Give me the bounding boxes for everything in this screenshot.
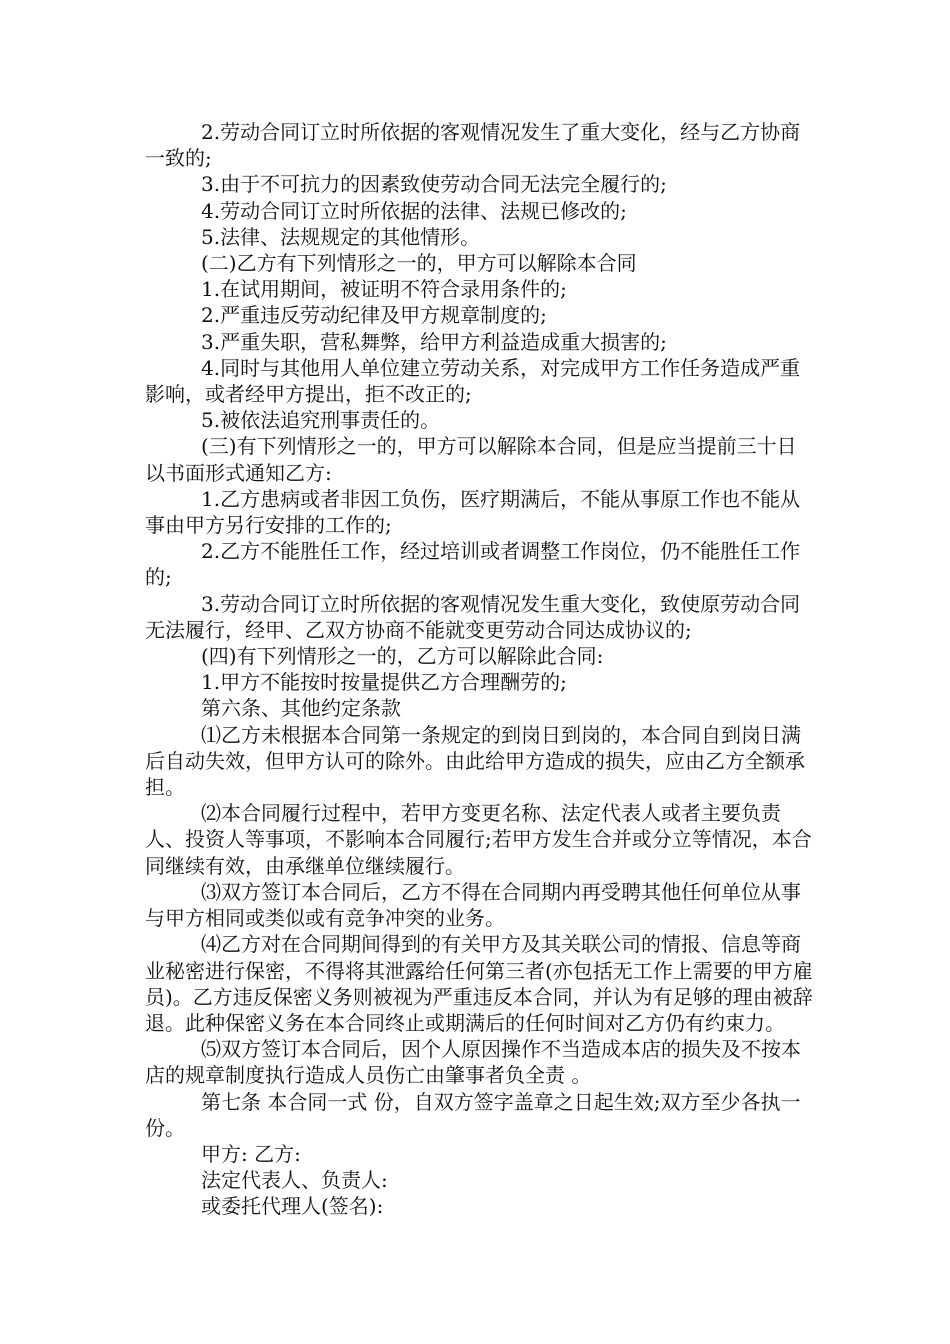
signature-agent: 或委托代理人(签名):: [201, 1194, 384, 1219]
article-7: 第七条 本合同一式 份，自双方签字盖章之日起生效;双方至少各执一份。: [145, 1089, 801, 1140]
section-2-item-3: 3.严重失职，营私舞弊，给甲方利益造成重大损害的;: [201, 329, 667, 354]
section-3-item-3: 3.劳动合同订立时所依据的客观情况发生重大变化，致使原劳动合同无法履行，经甲、乙双方协商不能就变更劳动合同达成协议的;: [145, 591, 801, 642]
section-2-item-5: 5.被依法追究刑事责任的。: [201, 408, 441, 433]
section-2-heading: (二)乙方有下列情形之一的，甲方可以解除本合同: [201, 251, 637, 276]
section-2-item-2: 2.严重违反劳动纪律及甲方规章制度的;: [201, 303, 547, 328]
clause-2-objective-change: 2.劳动合同订立时所依据的客观情况发生了重大变化，经与乙方协商一致的;: [145, 120, 801, 171]
section-4-item-1: 1.甲方不能按时按量提供乙方合理酬劳的;: [201, 670, 567, 695]
signature-legal-representative: 法定代表人、负责人:: [201, 1168, 388, 1193]
article-6-term-4: ⑷乙方对在合同期间得到的有关甲方及其关联公司的情报、信息等商业秘密进行保密，不得将其泄露给任何第三者(亦包括无工作上需要的甲方雇员)。乙方违反保密义务则被视为严重违反本合同，并认为有足够的理由被辞退。此种保密义务在本合同终止或期满后的任何时间对乙方仍有约束力。: [145, 932, 813, 1035]
article-6-term-3: ⑶双方签订本合同后，乙方不得在合同期内再受聘其他任何单位从事与甲方相同或类似或有竞争冲突的业务。: [145, 879, 801, 931]
section-3-item-1: 1.乙方患病或者非因工负伤，医疗期满后，不能从事原工作也不能从事由甲方另行安排的工作的;: [145, 486, 801, 538]
article-6-heading: 第六条、其他约定条款: [201, 696, 401, 721]
article-6-term-1: ⑴乙方未根据本合同第一条规定的到岗日到岗的，本合同自到岗日满后自动失效，但甲方认可的除外。由此给甲方造成的损失，应由乙方全额承担。: [145, 722, 805, 800]
section-2-item-4: 4.同时与其他用人单位建立劳动关系，对完成甲方工作任务造成严重影响，或者经甲方提出，拒不改正的;: [145, 355, 801, 407]
article-6-term-5: ⑸双方签订本合同后，因个人原因操作不当造成本店的损失及不按本店的规章制度执行造成人员伤亡由肇事者负全责 。: [145, 1037, 801, 1088]
section-4-heading: (四)有下列情形之一的，乙方可以解除此合同:: [201, 644, 604, 669]
section-3-heading: (三)有下列情形之一的，甲方可以解除本合同，但是应当提前三十日以书面形式通知乙方:: [145, 434, 797, 485]
clause-5-other-cases: 5.法律、法规规定的其他情形。: [201, 224, 481, 249]
clause-3-force-majeure: 3.由于不可抗力的因素致使劳动合同无法完全履行的;: [201, 172, 667, 197]
section-3-item-2: 2.乙方不能胜任工作，经过培训或者调整工作岗位，仍不能胜任工作的;: [145, 539, 801, 590]
document-page: [145, 119, 815, 1220]
clause-4-law-amended: 4.劳动合同订立时所依据的法律、法规已修改的;: [201, 198, 627, 223]
article-6-term-2: ⑵本合同履行过程中，若甲方变更名称、法定代表人或者主要负责人、投资人等事项，不影响本合同履行;若甲方发生合并或分立等情况，本合同继续有效，由承继单位继续履行。: [145, 801, 812, 878]
signature-parties: 甲方: 乙方:: [201, 1141, 301, 1166]
section-2-item-1: 1.在试用期间，被证明不符合录用条件的;: [201, 277, 567, 302]
